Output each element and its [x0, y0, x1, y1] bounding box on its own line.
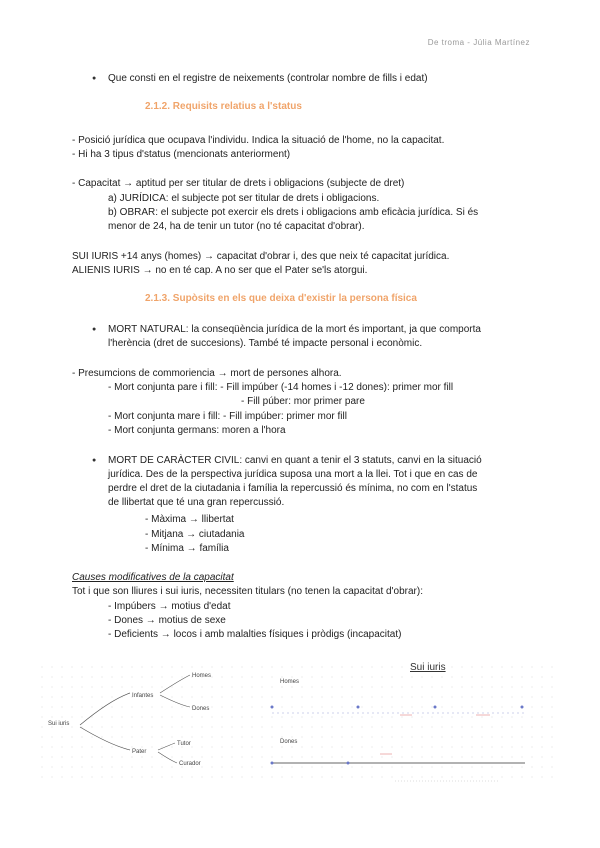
diagram	[40, 655, 560, 785]
diagram-node: Dones	[192, 706, 210, 712]
paragraph-line: a) JURÍDICA: el subjecte pot ser titular de drets i obligacions.	[108, 193, 380, 204]
paragraph-line: b) OBRAR: el subjecte pot exercir els drets i obligacions amb eficàcia jurídica. Si és	[108, 207, 479, 218]
paragraph-line: - Deficients → locos i amb malalties físiques i pròdigs (incapacitat)	[108, 629, 402, 640]
paragraph-line: - Mort conjunta mare i fill: - Fill impúber: primer mor fill	[108, 411, 347, 422]
paragraph-line: - Capacitat → aptitud per ser titular de drets i obligacions (subjecte de dret)	[72, 178, 405, 189]
diagram-root: Sui iuris	[48, 721, 70, 727]
diagram-node: Tutor	[177, 741, 191, 747]
diagram-node: Infantes	[132, 693, 154, 699]
paragraph-line: - Presumcions de commoriencia → mort de persones alhora.	[72, 368, 342, 379]
paragraph-line: - Impúbers → motius d'edat	[108, 601, 231, 612]
bullet-text: ● MORT DE CARÀCTER CIVIL: canvi en quant a tenir el 3 statuts, canvi en la situació	[108, 454, 482, 467]
paragraph-line: perdre el dret de la ciutadania i família la repercussió és mínima, no com en l'status	[108, 483, 478, 494]
diagram-node: Pater	[132, 749, 147, 755]
paragraph-line: - Màxima → llibertat	[145, 514, 234, 525]
timeline-label-dones: Dones	[280, 739, 298, 745]
paragraph-line: - Dones → motius de sexe	[108, 615, 226, 626]
paragraph-line: l'herència (dret de succesions). També té impacte personal i econòmic.	[108, 338, 423, 349]
bullet-text: ● Que consti en el registre de neixements (controlar nombre de fills i edat)	[108, 72, 428, 85]
paragraph-line: - Hi ha 3 tipus d'status (mencionats anteriorment)	[72, 149, 291, 160]
paragraph-line: - Mort conjunta pare i fill: - Fill impúber (-14 homes i -12 dones): primer mor fill	[108, 382, 454, 393]
paragraph-line: - Fill púber: mor primer pare	[241, 396, 365, 407]
paragraph-line: - Mitjana → ciutadania	[145, 529, 245, 540]
diagram-node: Homes	[192, 673, 212, 679]
paragraph-line: - Mínima → família	[145, 543, 229, 554]
paragraph-line: Tot i que son lliures i sui iuris, necessiten titulars (no tenen la capacitat d'obrar):	[72, 586, 423, 597]
diagram-node: Curador	[179, 761, 201, 767]
section-title-2-1-3: 2.1.3. Supòsits en els que deixa d'existir la persona física	[145, 293, 417, 304]
paragraph-line: menor de 24, ha de tenir un tutor (no té capacitat d'obrar).	[108, 221, 365, 232]
paragraph-line: jurídica. Des de la perspectiva jurídica suposa una mort a la llei. Tot i que en cas de	[108, 469, 478, 480]
paragraph-line: SUI IURIS +14 anys (homes) → capacitat d'obrar i, des que neix té capacitat jurídica.	[72, 251, 450, 262]
paragraph-line: - Mort conjunta germans: moren a l'hora	[108, 425, 286, 436]
paragraph-line: de llibertat que té una gran repercussió.	[108, 497, 285, 508]
paragraph-line: - Posició jurídica que ocupava l'individu. Indica la situació de l'home, no la capacitat.	[72, 135, 445, 146]
causes-title: Causes modificatives de la capacitat	[72, 572, 234, 583]
timeline-label-homes: Homes	[280, 679, 300, 685]
diagram-grid	[40, 665, 560, 785]
page-header: De troma - Júlia Martínez	[427, 38, 530, 47]
diagram-title: Sui iuris	[410, 662, 446, 673]
section-title-2-1-2: 2.1.2. Requisits relatius a l'status	[145, 101, 302, 112]
paragraph-line: ALIENIS IURIS → no en té cap. A no ser que el Pater se'ls atorgui.	[72, 265, 368, 276]
bullet-text: ● MORT NATURAL: la conseqüència jurídica de la mort és important, ja que comporta	[108, 323, 481, 336]
